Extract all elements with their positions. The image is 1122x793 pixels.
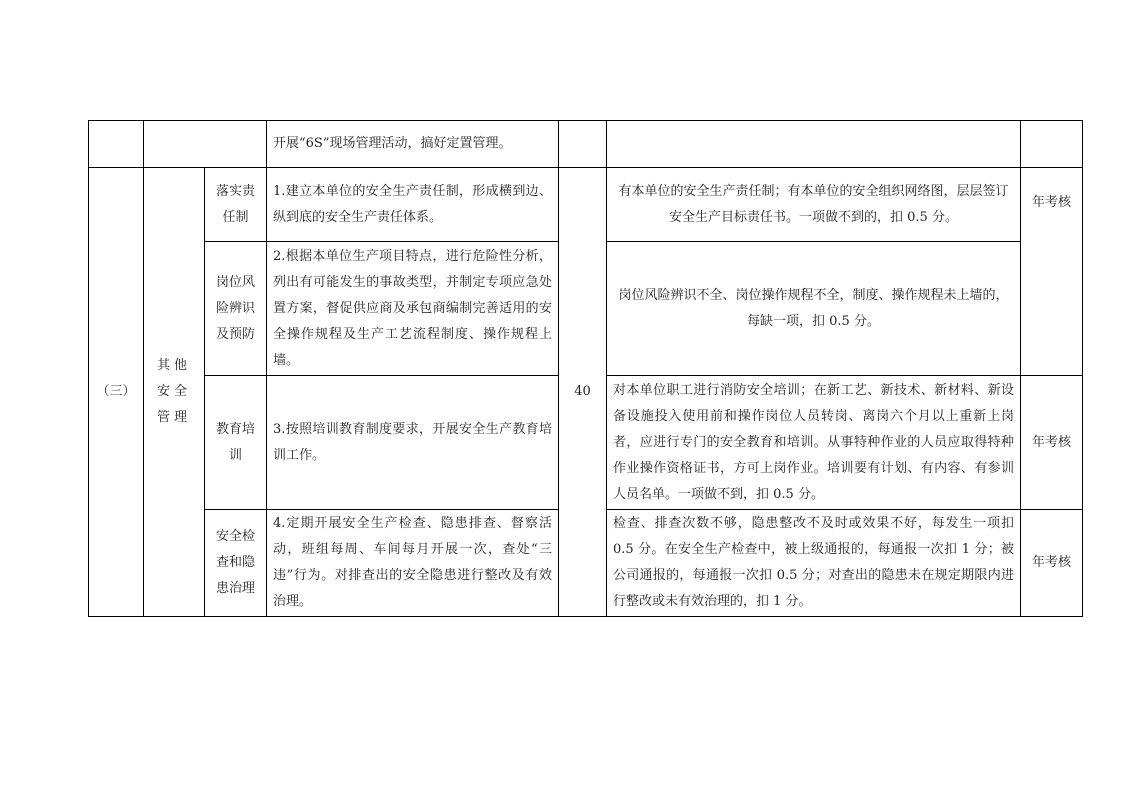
requirement-cell: 开展“6S”现场管理活动，搞好定置管理。 — [267, 121, 559, 168]
section-number: （三） — [89, 168, 144, 617]
method-cell: 年考核 — [1021, 510, 1083, 617]
item-cell: 安全检查和隐患治理 — [205, 510, 267, 617]
criteria-cell: 岗位风险辨识不全、岗位操作规程不全，制度、操作规程未上墙的，每缺一项，扣 0.5 分。 — [607, 242, 1021, 376]
method-cell — [1021, 121, 1083, 168]
section-category: 其他安全管理 — [144, 168, 205, 617]
section-score: 40 — [559, 168, 607, 617]
score-cell — [559, 121, 607, 168]
requirement-cell: 3.按照培训教育制度要求，开展安全生产教育培训工作。 — [267, 376, 559, 510]
requirement-cell: 1.建立本单位的安全生产责任制，形成横到边、纵到底的安全生产责任体系。 — [267, 168, 559, 242]
method-cell: 年考核 — [1021, 376, 1083, 510]
item-cell: 岗位风险辨识及预防 — [205, 242, 267, 376]
category-cell — [144, 121, 267, 168]
criteria-cell: 检查、排查次数不够，隐患整改不及时或效果不好，每发生一项扣 0.5 分。在安全生产检查中，被上级通报的，每通报一次扣 1 分；被公司通报的，每通报一次扣 0.5 分；对查出的隐患未在规定期限内进行整改或未有效治理的，扣 1 分。 — [607, 510, 1021, 617]
criteria-cell: 对本单位职工进行消防安全培训；在新工艺、新技术、新材料、新设备设施投入使用前和操作岗位人员转岗、离岗六个月以上重新上岗者，应进行专门的安全教育和培训。从事特种作业的人员应取得特种作业操作资格证书，方可上岗作业。培训要有计划、有内容、有参训人员名单。一项做不到，扣 0.5 分。 — [607, 376, 1021, 510]
no-cell — [89, 121, 144, 168]
item-cell: 教育培训 — [205, 376, 267, 510]
requirement-cell: 4.定期开展安全生产检查、隐患排查、督察活动，班组每周、车间每月开展一次，查处“三违”行为。对排查出的安全隐患进行整改及有效治理。 — [267, 510, 559, 617]
table-row — [89, 121, 1083, 168]
requirement-cell: 2.根据本单位生产项目特点，进行危险性分析，列出有可能发生的事故类型，并制定专项应急处置方案，督促供应商及承包商编制完善适用的安全操作规程及生产工艺流程制度、操作规程上墙。 — [267, 242, 559, 376]
item-cell: 落实责任制 — [205, 168, 267, 242]
method-cell: 年考核 — [1021, 168, 1083, 376]
criteria-cell — [607, 121, 1021, 168]
assessment-table — [88, 120, 1083, 617]
table-row — [89, 168, 1083, 242]
criteria-cell: 有本单位的安全生产责任制；有本单位的安全组织网络图，层层签订安全生产目标责任书。一项做不到的，扣 0.5 分。 — [607, 168, 1021, 242]
